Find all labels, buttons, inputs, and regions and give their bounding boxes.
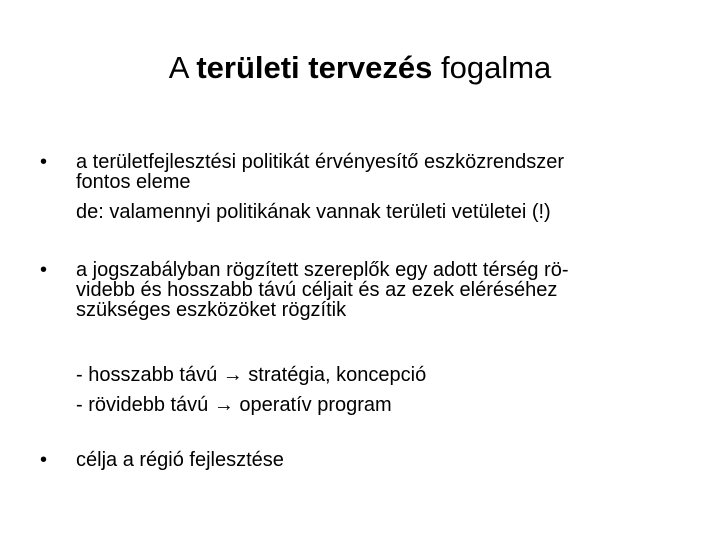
- bullet-item-1: [40, 152, 700, 222]
- title-bold: területi tervezés: [196, 50, 433, 85]
- bullet-line: szükséges eszközöket rögzítik: [76, 299, 347, 321]
- bullet-dot: •: [40, 449, 48, 471]
- bullet-line: de: valamennyi politikának vannak területi vetületei (!): [76, 201, 551, 223]
- bullet-text: [76, 450, 700, 470]
- bullet-line: a jogszabályban rögzített szereplők egy adott térség rö-: [76, 259, 569, 281]
- bullet-item-3: [40, 450, 700, 470]
- bullet-item-2: [40, 260, 700, 320]
- bullet-dot: •: [40, 259, 48, 281]
- bullet-line: videbb és hosszabb távú céljait és az ezek eléréséhez: [76, 279, 558, 301]
- slide-title: [0, 48, 720, 88]
- sub-item-long-term: - hosszabb távú → stratégia, koncepció: [76, 364, 427, 386]
- bullet-text: [76, 260, 700, 320]
- title-suffix: fogalma: [432, 50, 552, 85]
- bullet-line: fontos eleme: [76, 171, 191, 193]
- title-prefix: A: [168, 50, 197, 85]
- sub-list: [76, 360, 426, 420]
- bullet-line: a területfejlesztési politikát érvényesítő eszközrendszer: [76, 151, 565, 173]
- bullet-dot: •: [40, 151, 48, 173]
- bullet-line: célja a régió fejlesztése: [76, 449, 284, 471]
- sub-item-short-term: - rövidebb távú → operatív program: [76, 394, 392, 416]
- bullet-text: [76, 152, 700, 222]
